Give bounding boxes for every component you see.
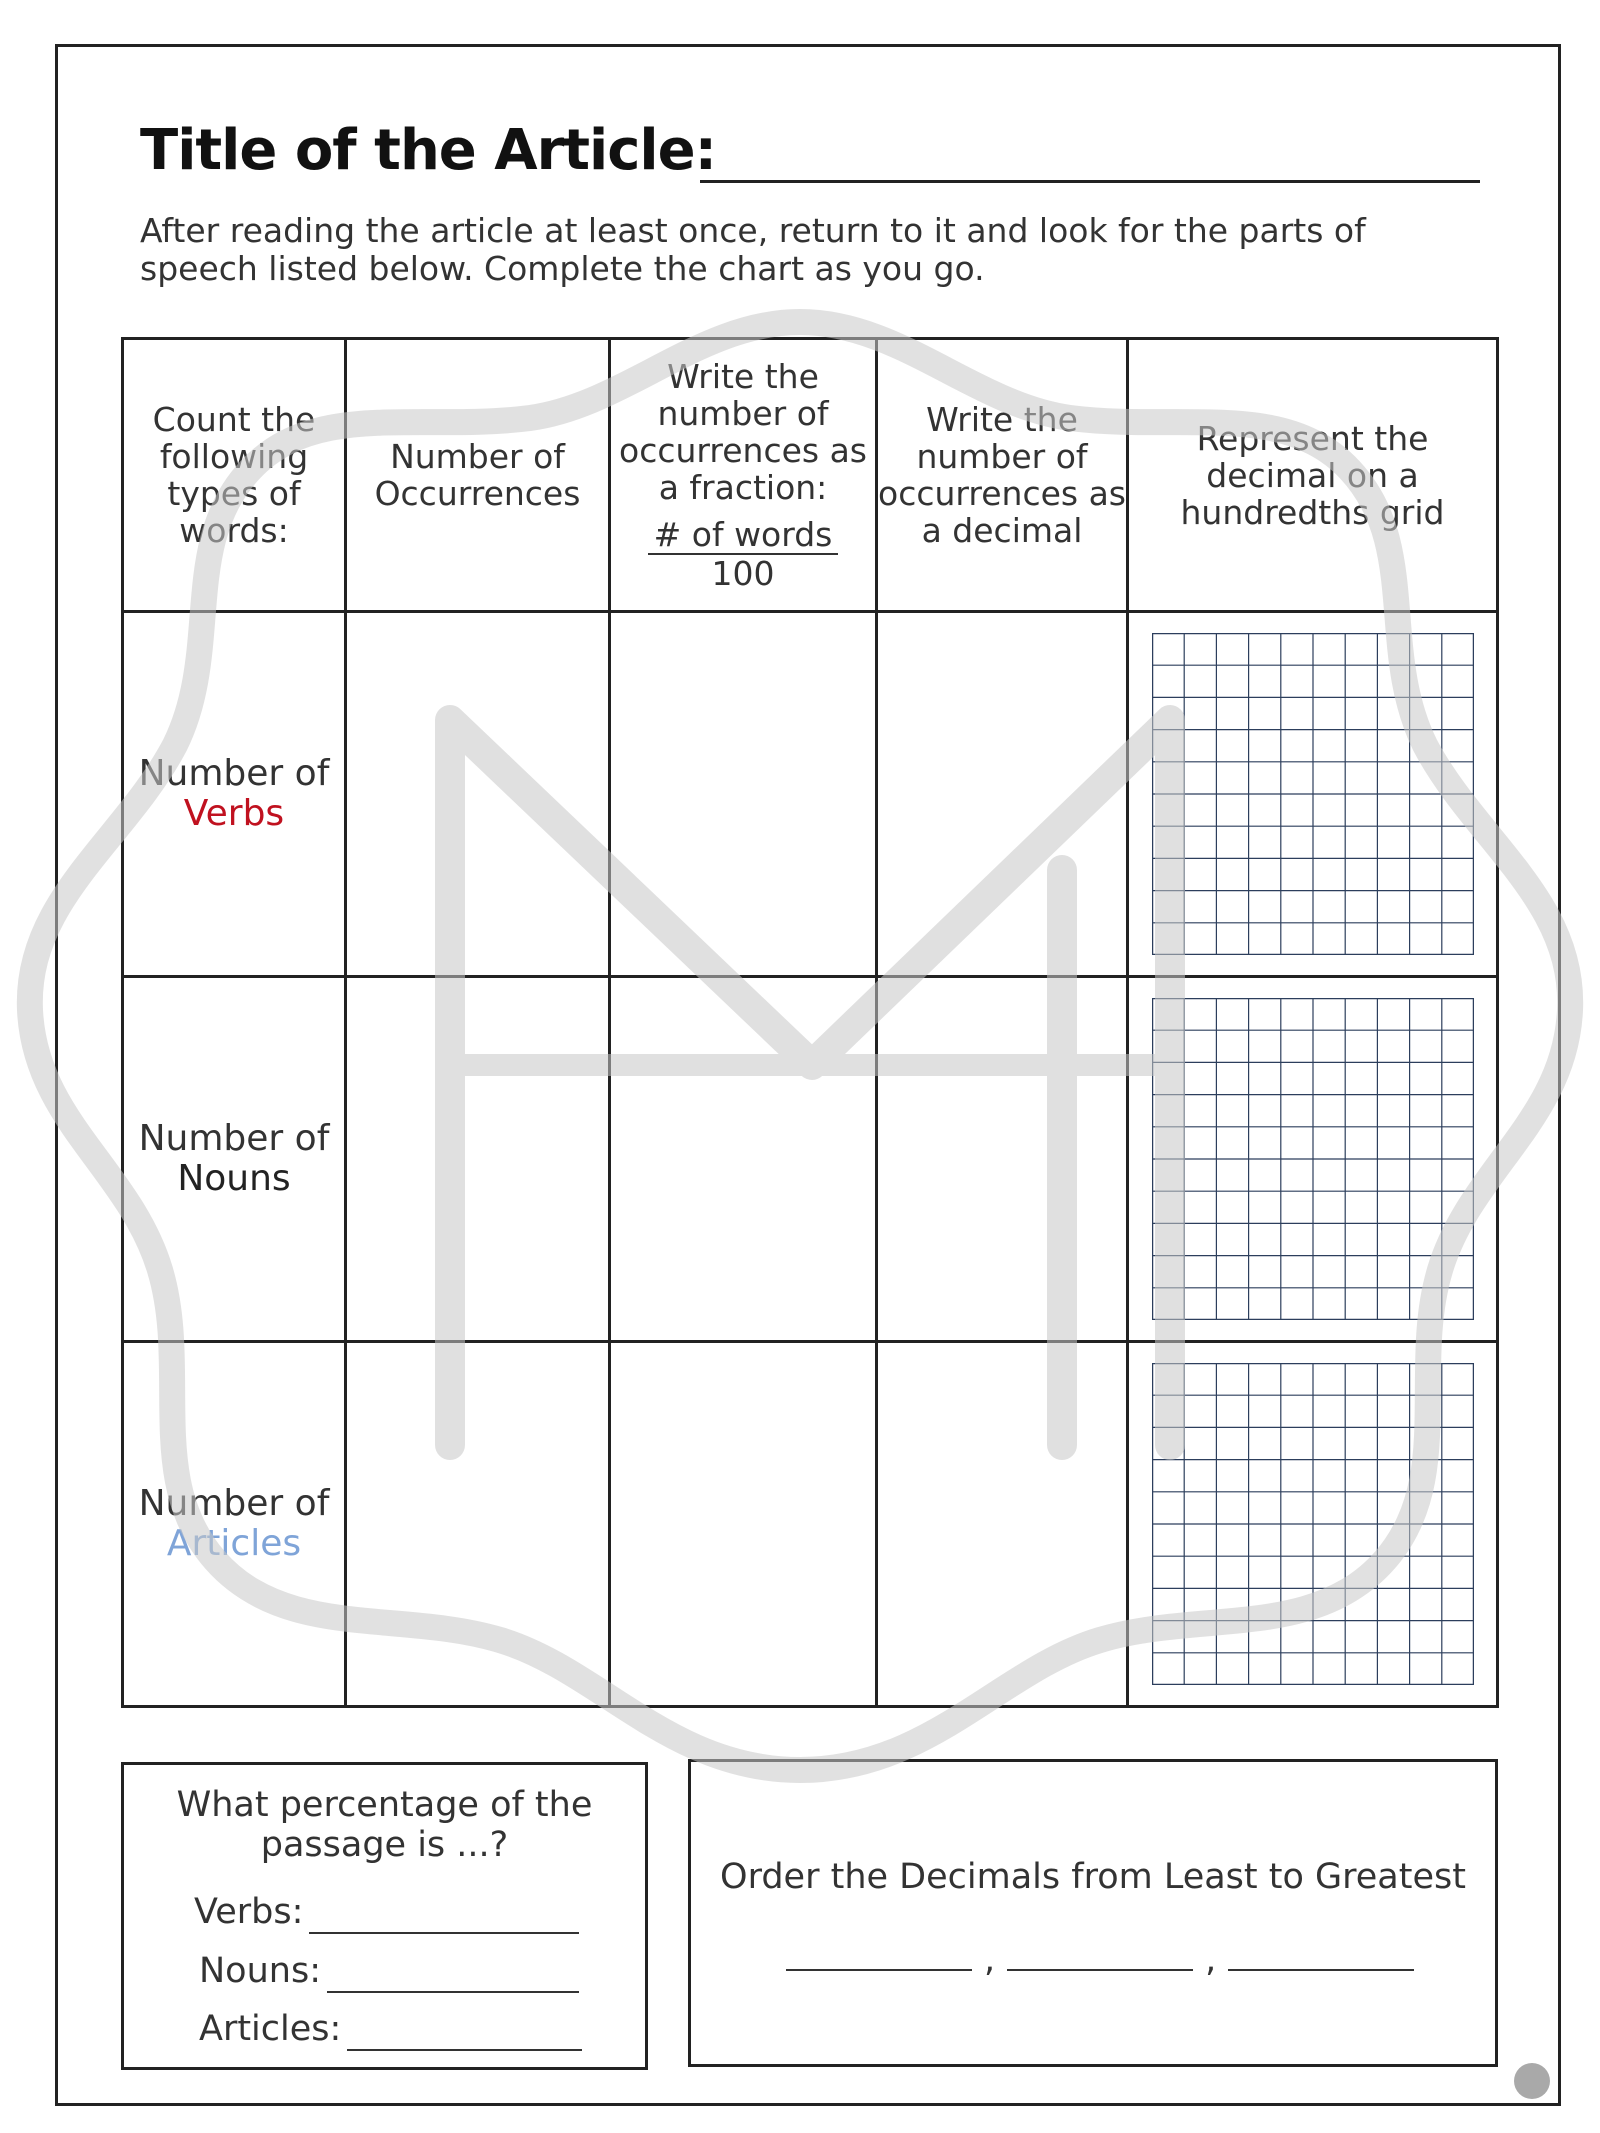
hundredths-grid[interactable] (1152, 1363, 1474, 1685)
header-row (123, 339, 1498, 612)
verbs-decimal-cell[interactable] (877, 612, 1128, 977)
articles-percentage-blank[interactable] (347, 2009, 582, 2051)
grid-svg (1152, 1363, 1474, 1685)
percentage-box (121, 1762, 648, 2070)
hundredths-grid[interactable] (1152, 633, 1474, 955)
verbs-occurrences-cell[interactable] (346, 612, 610, 977)
verbs-word: Verbs (183, 793, 285, 834)
fraction-template (648, 516, 839, 592)
order-blank-3[interactable] (1228, 1937, 1414, 1971)
nouns-fraction-cell[interactable] (610, 977, 877, 1342)
percentage-heading: What percentage of the passage is ...? (176, 1785, 593, 1865)
header-occurrences: Number of Occurrences (346, 339, 610, 612)
order-blanks: , , (786, 1937, 1414, 1980)
order-blank-2[interactable] (1007, 1937, 1193, 1971)
articles-word: Articles (166, 1523, 302, 1564)
header-decimal: Write the number of occurrences as a decimal (877, 339, 1128, 612)
verbs-grid-cell[interactable] (1128, 612, 1498, 977)
row-label-articles: Number of Articles (123, 1342, 346, 1707)
fraction-numerator: # of words (648, 516, 839, 555)
order-heading: Order the Decimals from Least to Greatest (720, 1857, 1466, 1897)
table-row (123, 612, 1498, 977)
nouns-percentage-row: Nouns: (199, 1951, 579, 1993)
articles-percentage-row: Articles: (199, 2009, 582, 2051)
articles-fraction-cell[interactable] (610, 1342, 877, 1707)
fraction-prompt: Write the number of occurrences as a fraction: (619, 357, 867, 507)
article-title-blank[interactable] (700, 180, 1480, 183)
articles-grid-cell[interactable] (1128, 1342, 1498, 1707)
nouns-word: Nouns (177, 1158, 291, 1199)
grid-svg (1152, 633, 1474, 955)
nouns-percentage-blank[interactable] (327, 1951, 579, 1993)
verbs-percentage-blank[interactable] (309, 1892, 579, 1934)
verbs-fraction-cell[interactable] (610, 612, 877, 977)
table-row (123, 1342, 1498, 1707)
nouns-grid-cell[interactable] (1128, 977, 1498, 1342)
header-count: Count the following types of words: (123, 339, 346, 612)
nouns-occurrences-cell[interactable] (346, 977, 610, 1342)
page-dot (1514, 2063, 1550, 2099)
order-blank-1[interactable] (786, 1937, 972, 1971)
header-fraction (610, 339, 877, 612)
header-grid: Represent the decimal on a hundredths grid (1128, 339, 1498, 612)
articles-decimal-cell[interactable] (877, 1342, 1128, 1707)
row-label-verbs: Number of Verbs (123, 612, 346, 977)
nouns-decimal-cell[interactable] (877, 977, 1128, 1342)
articles-occurrences-cell[interactable] (346, 1342, 610, 1707)
verbs-percentage-row: Verbs: (194, 1892, 579, 1934)
instructions-text: After reading the article at least once, return to it and look for the parts of speech listed below. Complete the chart as you go. (140, 211, 1366, 288)
table-row (123, 977, 1498, 1342)
title-row (140, 118, 1480, 198)
row-label-nouns: Number of Nouns (123, 977, 346, 1342)
article-title-label: Title of the Article: (140, 118, 716, 183)
grid-svg (1152, 998, 1474, 1320)
fraction-denominator: 100 (711, 554, 775, 593)
order-box (688, 1759, 1498, 2067)
parts-of-speech-chart (121, 337, 1499, 1708)
hundredths-grid[interactable] (1152, 998, 1474, 1320)
